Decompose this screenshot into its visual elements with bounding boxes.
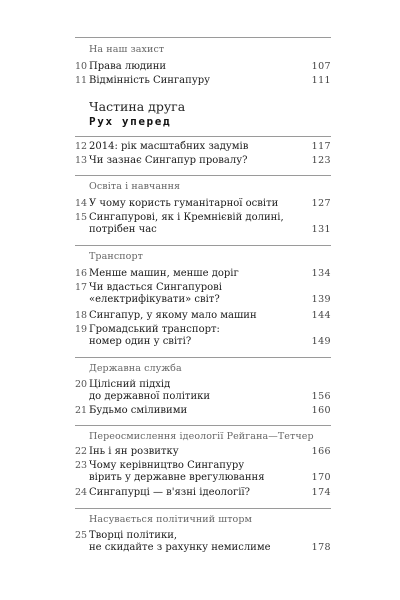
page-number: 117 [311,141,331,152]
chapter-number: 10 [75,61,88,72]
section-divider [75,37,331,38]
section-divider [75,136,331,137]
page-number: 160 [311,405,331,416]
chapter-number: 15 [75,212,88,223]
chapter-number: 20 [75,379,88,390]
section-title: Переосмислення ідеології Рейгана—Тетчер [89,431,314,442]
page-number: 178 [311,542,331,553]
chapter-number: 18 [75,310,88,321]
part-label: Частина друга [89,99,186,114]
chapter-title: Чи вдасться Сингапурові «електрифікувати» світ? [89,282,222,305]
page-number: 123 [311,155,331,166]
section-title: Насувається політичний шторм [89,514,253,525]
section-divider [75,245,331,246]
page-number: 166 [311,446,331,457]
part-title: Рух уперед [89,115,172,128]
chapter-title: Сингапурові, як і Кремнієвій долині, потрібен час [89,212,284,235]
chapter-number: 14 [75,198,88,209]
chapter-number: 21 [75,405,88,416]
page-number: 111 [311,75,331,86]
chapter-title: Менше машин, менше доріг [89,268,239,279]
chapter-title: Чи зазнає Сингапур провалу? [89,155,248,166]
chapter-title: Права людини [89,61,167,72]
page-number: 156 [311,391,331,402]
chapter-title: 2014: рік масштабних задумів [89,141,249,152]
page-number: 127 [311,198,331,209]
section-divider [75,425,331,426]
chapter-title: Інь і ян розвитку [89,446,179,457]
chapter-number: 22 [75,446,88,457]
chapter-number: 16 [75,268,88,279]
page-number: 149 [311,336,331,347]
chapter-title: Творці політики, не скидайте з рахунку немислиме [89,530,271,553]
chapter-number: 12 [75,141,88,152]
chapter-number: 11 [75,75,88,86]
chapter-title: Сингапурці — в'язні ідеології? [89,487,250,498]
chapter-number: 13 [75,155,88,166]
section-divider [75,357,331,358]
page-number: 131 [311,224,331,235]
page-number: 170 [311,472,331,483]
chapter-number: 23 [75,460,88,471]
chapter-title: Відмінність Сингапуру [89,75,210,86]
chapter-title: Чому керівництво Сингапуру вірить у державне врегулювання [89,460,265,483]
page-number: 174 [311,487,331,498]
section-title: Транспорт [89,251,144,262]
section-title: Освіта і навчання [89,181,181,192]
section-divider [75,508,331,509]
chapter-title: Сингапур, у якому мало машин [89,310,257,321]
chapter-title: У чому користь гуманітарної освіти [89,198,279,209]
section-divider [75,175,331,176]
page-number: 107 [311,61,331,72]
section-title: На наш захист [89,44,165,55]
chapter-number: 25 [75,530,88,541]
chapter-number: 17 [75,282,88,293]
chapter-number: 24 [75,487,88,498]
chapter-title: Громадський транспорт: номер один у світі? [89,324,220,347]
page-number: 134 [311,268,331,279]
chapter-title: Будьмо сміливими [89,405,188,416]
page-number: 139 [311,294,331,305]
page-number: 144 [311,310,331,321]
chapter-number: 19 [75,324,88,335]
chapter-title: Цілісний підхід до державної політики [89,379,211,402]
section-title: Державна служба [89,363,182,374]
